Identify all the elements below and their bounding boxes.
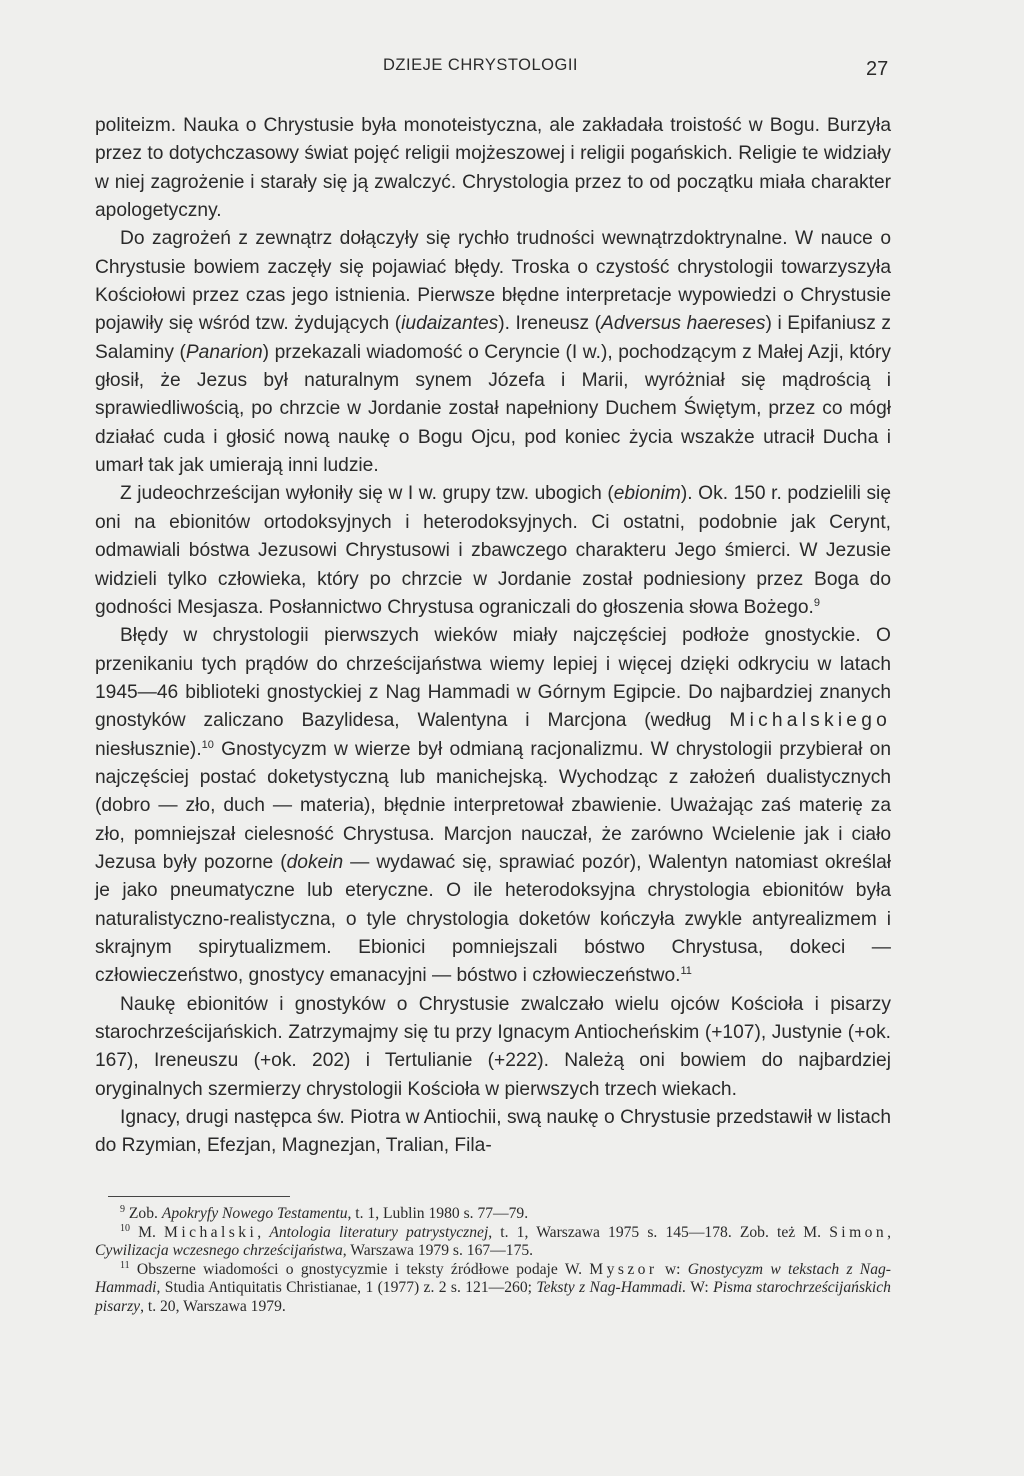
paragraph (95, 1104, 891, 1161)
italic-term: dokein (286, 851, 344, 873)
text-run: Ignacy, drugi następca św. Piotra w Antiochii, swą naukę o Chrystusie przedstawił w listach do Rzymian, Efezjan, Magnezjan, Tralian, Fila- (95, 1107, 891, 1157)
text-run: — wydawać się, sprawiać pozór), Walentyn natomiast określał je jako pneumatyczne lub eteryczne. O ile heterodoksyjna chrystologia ebionitów była naturalistyczno-realistyczna, o tyle chrystologia doketów kończyła zwykle antyrealizmem i skrajnym spirytualizmem. Ebionici pomniejszali bóstwo Chrystusa, dokeci — człowieczeństwo, gnostycy emanacyjni — bóstwo i człowieczeństwo. (95, 851, 892, 987)
italic-title: Teksty z Nag-Hammadi. (536, 1279, 687, 1296)
footnote-number: 10 (120, 1222, 130, 1234)
spaced-name: Myszor (589, 1260, 658, 1278)
paragraph (95, 480, 891, 622)
text-run: , (257, 1223, 270, 1241)
text-run: politeizm. Nauka o Chrystusie była monoteistyczna, ale zakładała troistość w Bogu. Burzyła przez to dotychczasowy świat pojęć religii mojżeszowej i religii pogańskich. Religie te widziały w niej zagrożenie i starały się ją zwalczyć. Chrystologia przez to od początku miała charakter apologetyczny. (95, 115, 891, 222)
text-run: Do zagrożeń z zewnątrz dołączyły się rychło trudności wewnątrzdoktrynalne. W nauce o Chrystusie bowiem zaczęły się pojawiać błędy. Troska o czystość chrystologii towarzyszyła Kościołowi przez czas jego istnienia. Pierwsze błędne interpretacje wypowiedzi o Chrystusie pojawiły się wśród tzw. żydujących ( (95, 228, 891, 335)
footnote-10 (95, 1224, 891, 1261)
italic-title: Apokryfy Nowego Testamentu (161, 1205, 348, 1222)
text-run: ). Ok. 150 r. podzielili się oni na ebionitów ortodoksyjnych i heterodoksyjnych. Ci ostatni, podobnie jak Cerynt, odmawiali bóstwa Jezusowi Chrystusowi i zbawczego charakteru Jego śmierci. W Jezusie widzieli tylko człowieka, który po chrzcie w Jordanie został podniesiony przez Boga do godności Mesjasza. Posłannictwo Chrystusa ograniczali do głoszenia słowa Bożego. (95, 483, 891, 618)
footnote-11 (95, 1261, 891, 1317)
text-run: Naukę ebionitów i gnostyków o Chrystusie zwalczało wielu ojców Kościoła i pisarzy starochrześcijańskich. Zatrzymajmy się tu przy Ignacym Antiocheńskim (+107), Justynie (+ok. 167), Ireneuszu (+ok. 202) i Tertulianie (+222). Należą oni bowiem do najbardziej oryginalnych szermierzy chrystologii Kościoła w pierwszych trzech wiekach. (95, 993, 891, 1100)
text-run: ) przekazali wiadomość o Ceryncie (I w.), pochodzącym z Małej Azji, który głosił, że Jezus był naturalnym synem Józefa i Marii, wyróżniał się mądrością i sprawiedliwością, po chrzcie w Jordanie został napełniony Duchem Świętym, przez co mógł działać cuda i głosić nową naukę o Bogu Ojcu, pod koniec życia wszakże utracił Ducha i umarł tak jak umierają inni ludzie. (95, 341, 891, 477)
text-run: , Studia Antiquitatis Christianae, 1 (1977) z. 2 s. 121—260; (156, 1279, 537, 1296)
page-number: 27 (866, 58, 889, 80)
italic-term: ebionim (613, 483, 681, 505)
footnote-number: 9 (120, 1204, 125, 1215)
text-run: Błędy w chrystologii pierwszych wieków miały najczęściej podłoże gnostyckie. O przenikaniu tych prądów do chrześcijaństwa wiemy lepiej i więcej dzięki odkryciu w latach 1945—46 biblioteki gnostyckiej z Nag Hammadi w Górnym Egipcie. Do najbardziej znanych gnostyków zaliczano Bazylidesa, Walentyna i Marcjona (według (95, 625, 891, 732)
italic-title: Pisma starochrześcijańskich pisarzy (95, 1279, 891, 1315)
footnote-9 (95, 1205, 891, 1224)
text-run: w: (657, 1260, 688, 1278)
text-run: ) i Epifaniusz z Salaminy ( (95, 313, 891, 363)
text-run: , t. 1, Warszawa 1975 s. 145—178. Zob. też M. (488, 1223, 830, 1241)
text-run: Z judeochrześcijan wyłoniły się w I w. grupy tzw. ubogich ( (120, 483, 614, 505)
paragraph (95, 225, 891, 480)
text-run: Gnostycyzm w wierze był odmianą racjonalizmu. W chrystologii przybierał on najczęściej postać doketystyczną lub manichejską. Wychodząc z założeń dualistycznych (dobro — zło, duch — materia), błędnie interpretował zbawienie. Uważając zaś materię za zło, pomniejszał cielesność Chrystusa. Marcjon nauczał, że zarówno Wcielenie jak i ciało Jezusa były pozorne ( (95, 738, 891, 873)
paragraph (95, 991, 891, 1104)
italic-title: Gnostycyzm w tekstach z Nag-Hammadi (95, 1260, 891, 1296)
italic-title: Panarion (185, 341, 263, 363)
text-run: Zob. (125, 1205, 162, 1222)
text-run: , t. 1, Lublin 1980 s. 77—79. (347, 1205, 529, 1222)
italic-title: Adversus haereses (601, 313, 766, 335)
paragraph (95, 622, 891, 990)
spaced-name: Simon (829, 1223, 888, 1241)
body-text (95, 112, 891, 1161)
text-run: , (887, 1223, 891, 1241)
text-run: niesłusznie). (95, 738, 202, 760)
text-run: , t. 20, Warszawa 1979. (140, 1297, 286, 1315)
spaced-name: Michalskiego (729, 710, 891, 732)
text-run: M. (130, 1223, 165, 1241)
italic-title: Cywilizacja wczesnego chrześcijaństwa (95, 1242, 343, 1259)
italic-term: iudaizantes (401, 313, 499, 335)
text-run: W: (686, 1279, 714, 1296)
footnotes (95, 1205, 891, 1316)
spaced-name: Michalski (164, 1223, 258, 1241)
footnote-ref: 9 (813, 596, 820, 609)
paragraph (95, 112, 891, 225)
text-run: Obszerne wiadomości o gnostycyzmie i teksty źródłowe podaje W. (129, 1260, 590, 1278)
footnote-divider (108, 1196, 290, 1197)
text-run: ). Ireneusz ( (498, 313, 602, 335)
text-run: , Warszawa 1979 s. 167—175. (342, 1242, 534, 1259)
running-title: DZIEJE CHRYSTOLOGII (383, 56, 579, 74)
footnote-ref: 11 (680, 965, 692, 978)
footnote-ref: 10 (201, 738, 214, 751)
footnote-number: 11 (120, 1259, 130, 1271)
italic-title: Antologia literatury patrystycznej (269, 1223, 489, 1241)
